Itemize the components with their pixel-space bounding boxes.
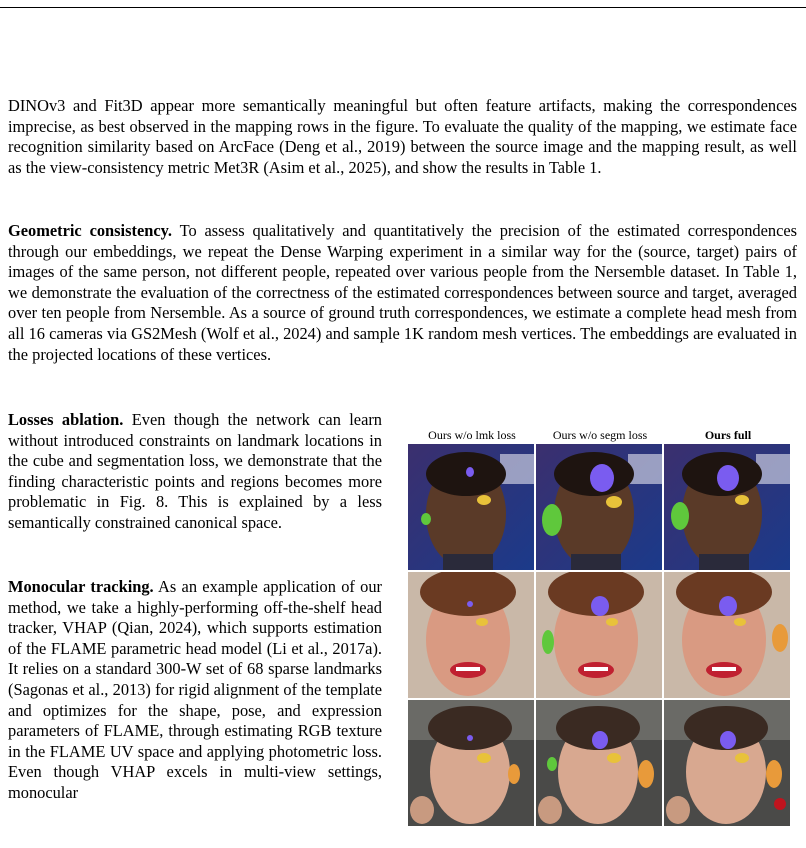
paragraph-text: To assess qualitatively and quantitatively the precision of the estimated correspondences through our embeddings, we repeat the Dense Warping experiment in a similar way for the (source, target) pairs of images of the same person, not different people, repeated over various people from the Nersemble dataset. In Table 1, we demonstrate the evaluation of the correctness of the estimated correspondences between source and target, averaged over ten people from Nersemble. As a source of ground truth correspondences, we estimate a complete head mesh from all 16 cameras via GS2Mesh (Wolf et al., 2024) and sample 1K random mesh vertices. The embeddings are evaluated in the projected locations of these vertices. [8, 221, 798, 364]
figure-losses-ablation [408, 426, 794, 446]
face-image [536, 444, 662, 570]
face-image [664, 444, 790, 570]
paragraph-dense-warping [8, 96, 797, 178]
top-rule [0, 7, 806, 8]
paragraph-monocular-tracking [8, 577, 382, 804]
column-header-wo-lmk-loss: Ours w/o lmk loss [428, 428, 516, 442]
column-header-wo-segm-loss: Ours w/o segm loss [552, 428, 648, 442]
face-image [536, 700, 662, 826]
paragraph-geometric-consistency [8, 221, 797, 365]
face-image [536, 572, 662, 698]
face-image [664, 700, 790, 826]
paragraph-text: DINOv3 and Fit3D appear more semantically meaningful but often feature artifacts, making the correspondences imprecise, as best observed in the mapping rows in the figure. To evaluate the quality of the mapping, we estimate face recognition similarity based on ArcFace (Deng et al., 2019) between the source image and the mapping result, as well as the view-consistency metric Met3R (Asim et al., 2025), and show the results in Table 1. [8, 96, 797, 177]
paragraph-text: Even though the network can learn without introduced constraints on landmark locations in the cube and segmentation loss, we demonstrate that the finding characteristic points and regions becomes more problematic in Fig. 8. This is explained by a less semantically constrained canonical space. [8, 410, 383, 532]
paragraph-losses-ablation [8, 410, 382, 534]
face-image [664, 572, 790, 698]
paragraph-heading: Geometric consistency. [8, 221, 172, 240]
figure-column-headers [408, 426, 794, 446]
paragraph-heading: Monocular tracking. [8, 577, 154, 596]
column-header-ours-full: Ours full [704, 428, 752, 442]
face-image [408, 700, 534, 826]
face-image [408, 444, 534, 570]
paragraph-text: As an example application of our method, we take a highly-performing off-the-shelf head tracker, VHAP (Qian, 2024), which supports estimation of the FLAME parametric head model (Li et al., 2017a). It relies on a standard 300-W set of 68 sparse landmarks (Sagonas et al., 2013) for rigid alignment of the template and optimizes for the shape, pose, and expression parameters of FLAME, through estimating RGB texture in the FLAME UV space and applying photometric loss. Even though VHAP excels in multi-view settings, monocular [8, 577, 382, 802]
face-image [408, 572, 534, 698]
figure-image-grid [408, 444, 792, 828]
paragraph-heading: Losses ablation. [8, 410, 124, 429]
